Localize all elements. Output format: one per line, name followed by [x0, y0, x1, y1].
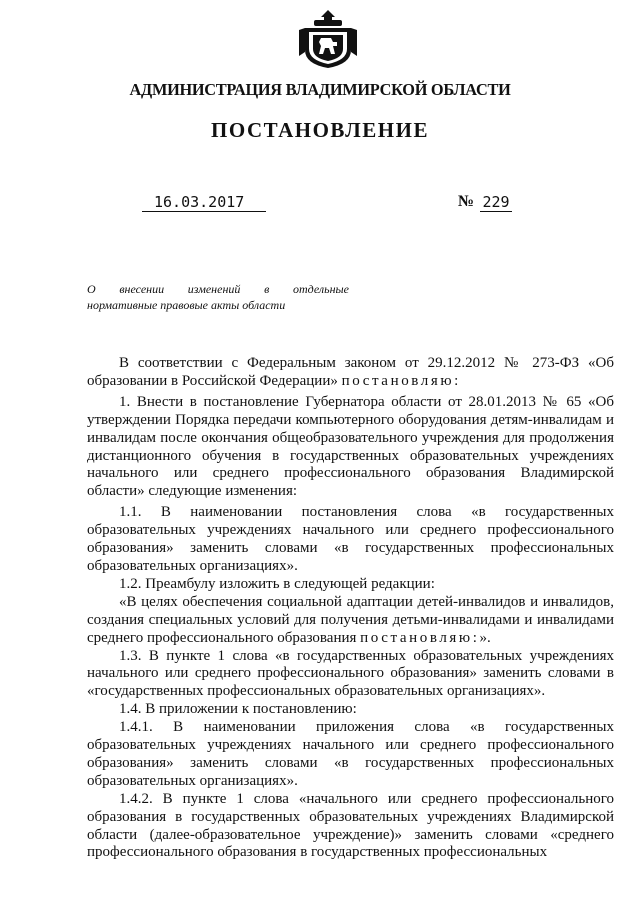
coat-of-arms-emblem [297, 8, 359, 70]
subject-line-2: нормативные правовые акты области [87, 298, 286, 312]
organization-name: АДМИНИСТРАЦИЯ ВЛАДИМИРСКОЙ ОБЛАСТИ [129, 80, 511, 99]
paragraph-1: 1. Внести в постановление Губернатора области от 28.01.2013 № 65 «Об утверждении Порядка передачи компьютерного оборудования детям-инвалидам и инвалидам после окончания общеобразовательного учреждения для продолжения дистанционного обучения в государственных образовательных учреждениях начального или среднего профессионального образования Владимирской области» следующие изменения: [87, 393, 614, 500]
paragraph-1-2-quote [87, 594, 614, 648]
paragraph-preamble [87, 355, 614, 391]
document-type: ПОСТАНОВЛЕНИЕ [211, 118, 429, 142]
paragraph-1-2: 1.2. Преамбулу изложить в следующей редакции: [119, 575, 435, 592]
quote-end: ». [479, 629, 491, 646]
document-number-label: № [458, 193, 475, 210]
quote-text: «В целях обеспечения социальной адаптации детей-инвалидов и инвалидов, создания специальных условий для получения детьми-инвалидами и инвалидами среднего профессионального образования [87, 593, 614, 646]
paragraph-1-1: 1.1. В наименовании постановления слова «в государственных образовательных учреждениях начального или среднего профессионального образования» заменить словами «в государственных профессиональных образовательных организациях». [87, 504, 614, 574]
document-number: 229 [480, 193, 512, 212]
paragraph-1-4: 1.4. В приложении к постановлению: [119, 701, 357, 718]
paragraph-1-4-1: 1.4.1. В наименовании приложения слова «в государственных образовательных учреждениях начального или среднего профессионального образования» заменить словами «в государственных профессиональных образовательных организациях». [87, 719, 614, 789]
preamble-text: В соответствии с Федеральным законом от 29.12.2012 № 273-ФЗ «Об образовании в Российской Федерации» [87, 355, 614, 389]
quote-resolve-word: постановляю: [360, 629, 480, 646]
paragraph-1-3: 1.3. В пункте 1 слова «в государственных образовательных учреждениях начального или среднего профессионального образования» заменить словами в «государственных профессиональных образовательных организациях». [87, 647, 614, 700]
preamble-resolve-word: постановляю: [341, 372, 461, 389]
document-body [87, 355, 614, 862]
subject-line-1: О внесении изменений в отдельные [87, 282, 349, 296]
document-subject [87, 281, 349, 313]
document-date: 16.03.2017 [142, 193, 266, 212]
paragraph-1-4-2: 1.4.2. В пункте 1 слова «начального или среднего профессионального образования в государственных образовательных учреждениях Владимирской области (далее-образовательное учреждение)» заменить словами «среднего профессионального образования в государственных профессиональных [87, 790, 614, 861]
